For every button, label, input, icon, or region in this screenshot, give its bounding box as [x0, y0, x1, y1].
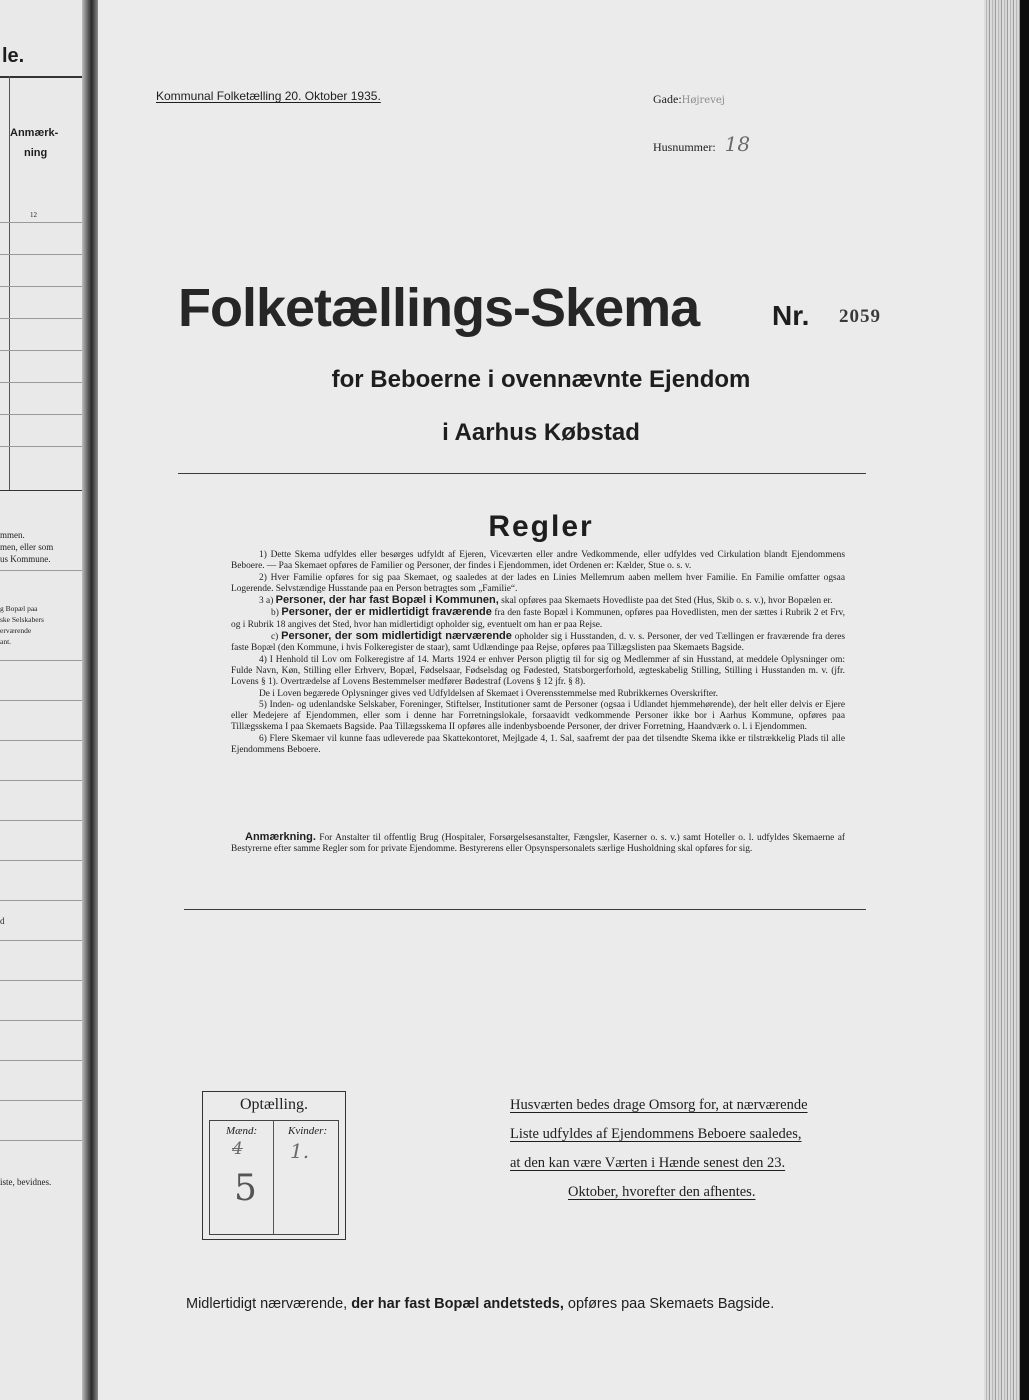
tally-grid [209, 1120, 339, 1235]
rule-3c: c) Personer, der som midlertidigt nærværende opholder sig i Husstanden, d. v. s. Personer, der ved Tællingen er fraværende fra deres faste Bopæl (den Kommune, i hvis Folkeregister de staar), samt Udlændinge paa Rejse, opføres paa Tillægslisten paa Skemaets Bagside. [231, 630, 846, 654]
rule-5: 5) Inden- og udenlandske Selskaber, Foreninger, Stiftelser, Institutioner samt de Personer (ogsaa i Udlandet hjemmehørende), der helt eller delvis er Ejere eller Medejere af Ejendommen, eller som i denne har Forretningslokale, forsaavidt vedkommende Personer ikke bor i Aarhus Kommune, opføres paa Tillægsskema I paa Skemaets Bagside. Paa Tillægsskema II opføres alle indenbysboende Personer, der driver Forretning, Haandværk o. l. i Ejendommen. [231, 699, 845, 733]
divider [0, 940, 82, 941]
note-label: Anmærkning. [245, 831, 316, 843]
text-fragment: mmen. [0, 530, 25, 540]
note-text: For Anstalter til offentlig Brug (Hospitaler, Forsørgelsesanstalter, Fængsler, Kaserner o. s. v.) samt Hoteller o. l. udfyldes Skemaerne af Bestyrerne efter samme Regler som for private Ejendomme. Bestyrerens eller Opsynspersonalets særlige Husholdning skal opføres for sig. [231, 833, 845, 855]
divider [0, 1060, 82, 1061]
women-count: 1. [290, 1139, 310, 1163]
rule-4: 4) I Henhold til Lov om Folkeregistre af 14. Marts 1924 er enhver Person pligtig til for sig og Medlemmer af sin Husstand, at meddele Oplysninger om: Fulde Navn, Køn, Stilling eller Erhverv, Bopæl, Fødselsaar, Fødselsdag og Fødested, Statsborgerforhold, ægteskabelig Stilling, Stilling i Husstanden m. v. (jfr. Lovens § 1). Overtrædelse af Lovens Bestemmelser medfører Bødestraf (Lovens § 12 jfr. § 8). [231, 654, 845, 688]
text-fragment: us Kommune. [0, 554, 51, 564]
divider [0, 660, 82, 661]
rule-3a: 3 a) Personer, der har fast Bopæl i Kommunen, skal opføres paa Skemaets Hovedliste paa det Sted (Hus, Skib o. s. v.), hvor Bopælen er. [259, 594, 833, 607]
street-label: Gade: [653, 92, 682, 106]
page-edges [984, 0, 1020, 1400]
column-number: 12 [30, 211, 37, 219]
tally-box [202, 1091, 346, 1240]
text-fragment: d [0, 916, 5, 926]
census-title-line [156, 89, 381, 103]
divider [0, 780, 82, 781]
note-paragraph [231, 832, 845, 856]
left-facing-page [0, 0, 82, 1400]
form-number-value: 2059 [839, 306, 881, 327]
instruction-line: at den kan være Værten i Hænde senest den 23. [510, 1155, 786, 1171]
census-form-page [98, 0, 984, 1400]
divider [0, 350, 82, 351]
rules-text [231, 550, 845, 756]
column-heading: ning [24, 147, 48, 159]
divider [178, 473, 866, 474]
text-fragment: erværende [0, 626, 32, 635]
divider [0, 318, 82, 319]
form-subtitle: for Beboerne i ovennævnte Ejendom [331, 366, 751, 393]
men-label: Mænd: [226, 1125, 258, 1137]
rule-2: 2) Hver Familie opføres for sig paa Skemaet, og saaledes at der lades en Linies Mellemrum aaben mellem hver Familie. En Familie omfatter ogsaa Logerende. Selvstændige Husstande paa en Person betragtes som „Familie“. [231, 572, 845, 594]
divider [184, 909, 866, 910]
text-fragment: men, eller som [0, 542, 54, 552]
column-heading: Anmærk- [10, 127, 59, 139]
footer-part-2: der har fast Bopæl andetsteds, [351, 1296, 564, 1312]
rule-1: 1) Dette Skema udfyldes eller besørges udfyldt af Ejeren, Viceværten eller andre Vedkommende, eller udfyldes ved Cirkulation blandt Ejendommens Beboere. — Paa Skemaet opføres de Familier og Personer, der findes i Ejendommen, idet Ordenen er: Kælder, Stue o. s. v. [231, 550, 845, 572]
divider [0, 1100, 82, 1101]
men-count: 5 [234, 1168, 257, 1209]
divider [0, 382, 82, 383]
rule-6: 6) Flere Skemaer vil kunne faas udleverede paa Skattekontoret, Mejlgade 4, 1. Sal, saafremt der paa det tilsendte Skema ikke er tilstrækkelig Plads til alle Ejendommens Beboere. [231, 733, 845, 756]
men-count-struck: 4 [232, 1139, 243, 1159]
divider [0, 414, 82, 415]
street-field [653, 92, 725, 107]
text-fragment: ske Selskabers [0, 615, 44, 624]
text-fragment: ant. [0, 637, 12, 646]
women-label: Kvinder: [288, 1125, 328, 1137]
book-gutter [82, 0, 98, 1400]
divider [0, 1020, 82, 1021]
street-value: Højrevej [681, 95, 725, 106]
divider [0, 860, 82, 861]
house-number-label: Husnummer: [653, 140, 716, 154]
house-number-value: 18 [724, 132, 751, 156]
footer-part-1: Midlertidigt nærværende, [186, 1296, 348, 1312]
divider [0, 980, 82, 981]
divider [0, 222, 82, 223]
form-number-label: Nr. [772, 300, 810, 331]
divider [0, 254, 82, 255]
divider [0, 490, 82, 491]
divider [0, 900, 82, 901]
rule-3b: b) Personer, der er midlertidigt fraværende fra den faste Bopæl i Kommunen, opføres paa Hovedlisten, men der sættes i Rubrik 2 et Frv, og i Rubrik 18 angives det Sted, hvor han midlertidigt opholder sig, eventuelt om han er paa Rejse. [231, 606, 846, 630]
instruction-line: Liste udfyldes af Ejendommens Beboere saaledes, [510, 1126, 802, 1142]
divider [0, 1140, 82, 1141]
instruction-line: Husværten bedes drage Omsorg for, at nærværende [510, 1097, 808, 1113]
footer-note [186, 1295, 866, 1313]
text-fragment: g Bopæl paa [0, 604, 38, 613]
divider [0, 740, 82, 741]
divider [0, 446, 82, 447]
house-number-field [653, 132, 750, 156]
divider [0, 700, 82, 701]
landlord-instructions [510, 1091, 808, 1207]
left-page-header-fragment: le. [2, 45, 25, 67]
divider [0, 820, 82, 821]
footer-part-3: opføres paa Skemaets Bagside. [567, 1296, 775, 1312]
divider [273, 1121, 274, 1234]
form-location: i Aarhus Købstad [442, 419, 640, 446]
census-line-text: Kommunal Folketælling 20. Oktober 1935. [156, 89, 381, 103]
divider [0, 286, 82, 287]
divider [0, 570, 82, 571]
tally-title: Optælling. [239, 1096, 308, 1113]
form-title: Folketællings-Skema [178, 278, 700, 338]
rules-heading: Regler [488, 510, 594, 543]
instruction-line: Oktober, hvorefter den afhentes. [568, 1184, 756, 1200]
rule-4b: De i Loven begærede Oplysninger gives ved Udfyldelsen af Skemaet i Overensstemmelse med Rubrikkernes Overskrifter. [259, 688, 718, 699]
divider [0, 76, 82, 78]
text-fragment: iste, bevidnes. [0, 1177, 52, 1187]
